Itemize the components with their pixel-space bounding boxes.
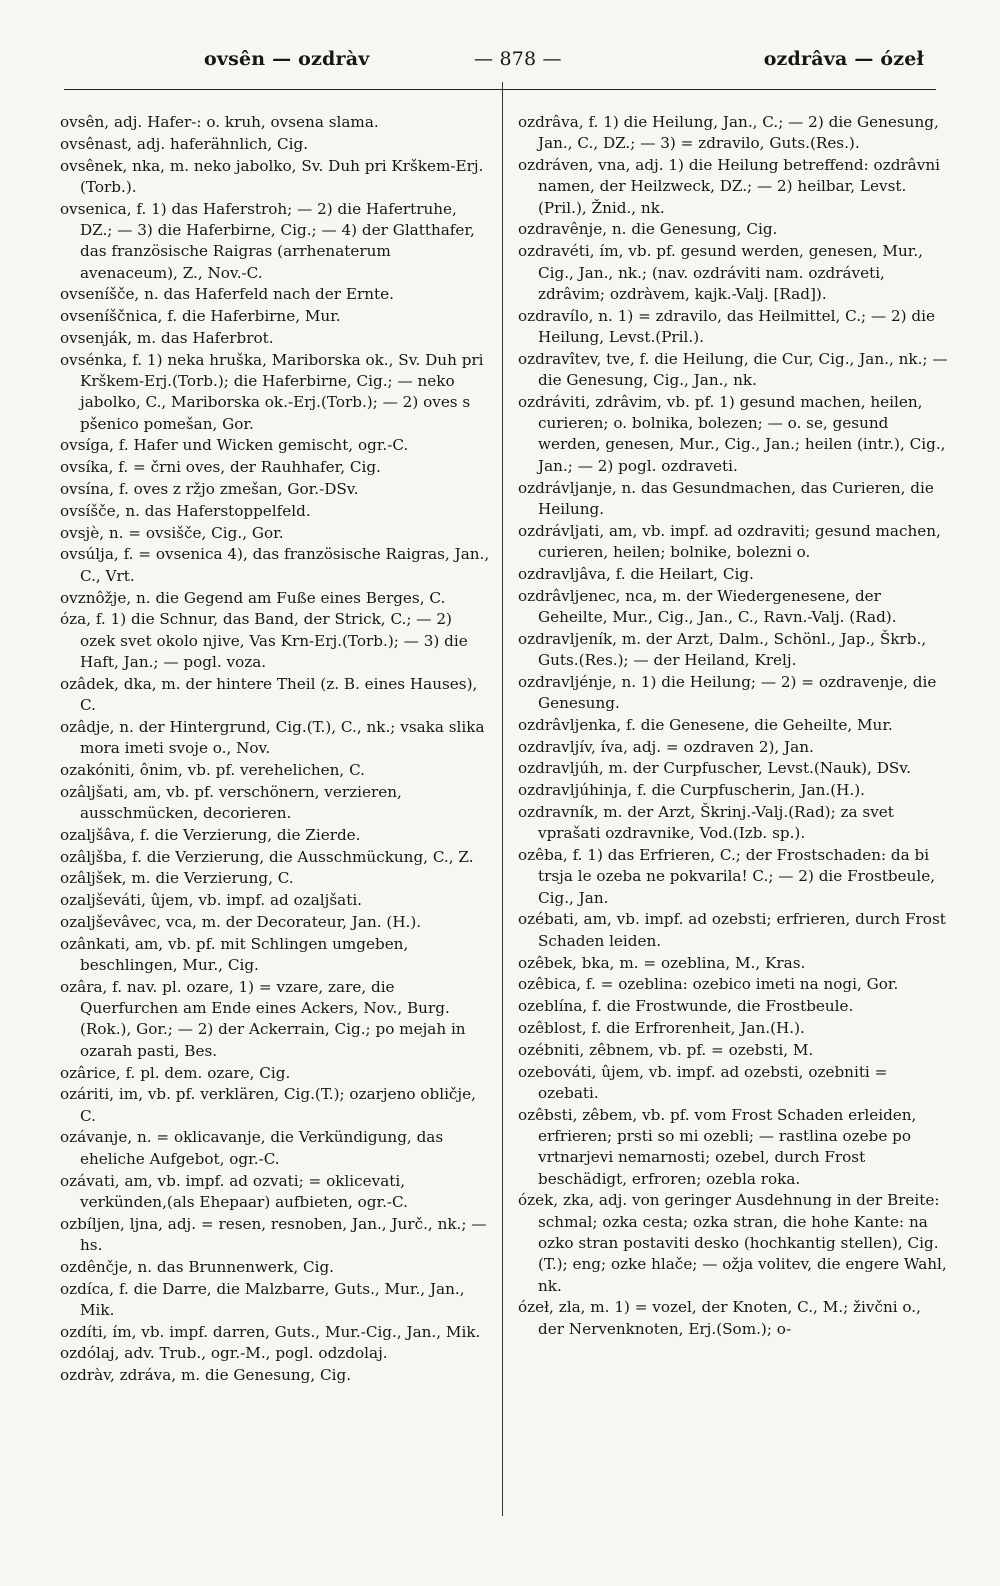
- entry-text: ovsénka, f. 1) neka hruška, Mariborska ok., Sv. Duh pri Krškem-Erj.(Torb.); die Haferbirne, Cig.; — neko jabolko, C., Mariborska ok.-Erj.(Torb.); — 2) oves s pšenico pomešan, Gor.: [60, 350, 484, 433]
- dictionary-columns: [60, 112, 948, 1558]
- dictionary-entry: [518, 349, 948, 392]
- entry-text: ozébati, am, vb. impf. ad ozebsti; erfrieren, durch Frost Schaden leiden.: [518, 910, 946, 950]
- dictionary-entry: [60, 199, 490, 284]
- entry-text: ozdravljâva, f. die Heilart, Cig.: [518, 564, 754, 583]
- dictionary-entry: [60, 868, 490, 889]
- dictionary-entry: [518, 737, 948, 758]
- entry-text: ozêba, f. 1) das Erfrieren, C.; der Frostschaden: da bi trsja le ozeba ne pokvarila! C.; — 2) die Frostbeule, Cig., Jan.: [518, 846, 936, 907]
- entry-text: ozaljšâva, f. die Verzierung, die Zierde.: [60, 825, 361, 844]
- entry-text: ozêblost, f. die Erfrorenheit, Jan.(H.).: [518, 1018, 805, 1037]
- dictionary-entry: [60, 977, 490, 1062]
- entry-text: ovsúlja, f. = ovsenica 4), das französische Raigras, Jan., C., Vrt.: [60, 545, 490, 585]
- entry-text: ovsênek, nka, m. neko jabolko, Sv. Duh pri Krškem-Erj.(Torb.).: [60, 156, 484, 196]
- dictionary-entry: [60, 1343, 490, 1364]
- entry-text: ozdravljúhinja, f. die Curpfuscherin, Jan.(H.).: [518, 781, 865, 800]
- dictionary-entry: [518, 1018, 948, 1039]
- page-number: — 878 —: [474, 48, 562, 70]
- dictionary-entry: [60, 501, 490, 522]
- dictionary-entry: [60, 479, 490, 500]
- dictionary-entry: [60, 782, 490, 825]
- dictionary-entry: [60, 1322, 490, 1343]
- entry-text: ozdrâva, f. 1) die Heilung, Jan., C.; — 2) die Genesung, Jan., C., DZ.; — 3) = zdravilo, Guts.(Res.).: [518, 113, 939, 153]
- dictionary-entry: [518, 1062, 948, 1105]
- entry-text: ozeblína, f. die Frostwunde, die Frostbeule.: [518, 997, 854, 1016]
- dictionary-entry: [518, 478, 948, 521]
- entry-text: ozârice, f. pl. dem. ozare, Cig.: [60, 1063, 291, 1082]
- dictionary-entry: [60, 328, 490, 349]
- entry-text: ozáriti, im, vb. pf. verklären, Cig.(T.); ozarjeno obličje, C.: [60, 1085, 476, 1125]
- entry-text: ozdràv, zdráva, m. die Genesung, Cig.: [60, 1366, 352, 1385]
- entry-text: ozdrâvljenka, f. die Genesene, die Geheilte, Mur.: [518, 715, 893, 734]
- entry-text: ozébniti, zêbnem, vb. pf. = ozebsti, M.: [518, 1040, 814, 1059]
- entry-text: ozaljševâvec, vca, m. der Decorateur, Jan. (H.).: [60, 912, 422, 931]
- dictionary-entry: [518, 953, 948, 974]
- entry-text: ozâdek, dka, m. der hintere Theil (z. B. eines Hauses), C.: [60, 674, 478, 715]
- dictionary-entry: [60, 588, 490, 609]
- dictionary-entry: [518, 564, 948, 585]
- entry-text: ozêbek, bka, m. = ozeblina, M., Kras.: [518, 953, 806, 972]
- entry-text: ozdólaj, adv. Trub., ogr.-M., pogl. odzdolaj.: [60, 1344, 388, 1363]
- dictionary-entry: [518, 241, 948, 305]
- entry-text: ozêbica, f. = ozeblina: ozebico imeti na nogi, Gor.: [518, 975, 899, 994]
- entry-text: ózeł, zla, m. 1) = vozel, der Knoten, C., M.; živčni o., der Nervenknoten, Erj.(Som.); o-: [518, 1298, 921, 1338]
- entry-text: ozdíti, ím, vb. impf. darren, Guts., Mur.-Cig., Jan., Mik.: [60, 1322, 481, 1341]
- entry-text: ozêbsti, zêbem, vb. pf. vom Frost Schaden erleiden, erfrieren; prsti so mi ozebli; — rastlina ozebe po vrtnarjevi nemarnosti; ozebel, durch Frost beschädigt, erfroren; ozebla roka.: [518, 1105, 917, 1188]
- entry-text: ozdravîtev, tve, f. die Heilung, die Cur, Cig., Jan., nk.; — die Genesung, Cig., Jan., nk.: [518, 349, 948, 390]
- entry-text: ozdíca, f. die Darre, die Malzbarre, Guts., Mur., Jan., Mik.: [60, 1279, 465, 1319]
- header-rule: [64, 89, 936, 90]
- entry-text: ozdravílo, n. 1) = zdravilo, das Heilmittel, C.; — 2) die Heilung, Levst.(Pril.).: [518, 306, 935, 346]
- entry-text: ozakóniti, ônim, vb. pf. verehelichen, C.: [60, 760, 365, 779]
- entry-text: ózek, zka, adj. von geringer Ausdehnung in der Breite: schmal; ozka cesta; ozka stran, die hohe Kante: na ozko stran postaviti desko (hochkantig stellen), Cig.(T.); eng; ozke hlače; — ožja volitev, die engere Wahl, nk.: [518, 1191, 947, 1295]
- dictionary-entry: [60, 1084, 490, 1127]
- dictionary-entry: [60, 284, 490, 305]
- entry-text: ozdrávljanje, n. das Gesundmachen, das Curieren, die Heilung.: [518, 478, 934, 518]
- dictionary-entry: [518, 909, 948, 952]
- dictionary-entry: [60, 1279, 490, 1322]
- dictionary-entry: [60, 825, 490, 846]
- dictionary-entry: [518, 715, 948, 736]
- entry-text: ozâljšek, m. die Verzierung, C.: [60, 869, 294, 888]
- dictionary-entry: [60, 457, 490, 478]
- dictionary-entry: [518, 672, 948, 715]
- entry-text: ovsíga, f. Hafer und Wicken gemischt, ogr.-C.: [60, 436, 409, 455]
- entry-text: ozâdje, n. der Hintergrund, Cig.(T.), C., nk.; vsaka slika mora imeti svoje o., Nov.: [60, 717, 485, 758]
- dictionary-entry: [60, 760, 490, 781]
- dictionary-entry: [518, 306, 948, 349]
- dictionary-entry: [60, 1127, 490, 1170]
- dictionary-entry: [60, 674, 490, 717]
- entry-text: ozdravljénje, n. 1) die Heilung; — 2) = ozdravenje, die Genesung.: [518, 672, 937, 713]
- dictionary-entry: [60, 350, 490, 435]
- entry-text: ozdravéti, ím, vb. pf. gesund werden, genesen, Mur., Cig., Jan., nk.; (nav. ozdráviti nam. ozdráveti, zdrâvim; ozdràvem, kajk.-Valj. [Rad]).: [518, 242, 923, 303]
- left-column: [60, 112, 490, 1558]
- entry-text: ovsênast, adj. haferähnlich, Cig.: [60, 134, 309, 153]
- entry-text: ozdravník, m. der Arzt, Škrinj.-Valj.(Rad); za svet vprašati ozdravnike, Vod.(Izb. sp.).: [518, 803, 894, 843]
- dictionary-entry: [518, 112, 948, 155]
- dictionary-entry: [518, 780, 948, 801]
- entry-text: ovsenják, m. das Haferbrot.: [60, 328, 274, 347]
- dictionary-entry: [518, 1105, 948, 1190]
- entry-text: óza, f. 1) die Schnur, das Band, der Strick, C.; — 2) ozek svet okolo njive, Vas Krn-Erj.(Torb.); — 3) die Haft, Jan.; — pogl. voza.: [60, 610, 468, 671]
- entry-text: ovsenica, f. 1) das Haferstroh; — 2) die Hafertruhe, DZ.; — 3) die Haferbirne, Cig.; — 4) der Glatthafer, das französische Raigras (arrhenaterum avenaceum), Z., Nov.-C.: [60, 199, 475, 282]
- dictionary-entry: [60, 1063, 490, 1084]
- dictionary-entry: [518, 155, 948, 219]
- entry-text: ozâljšba, f. die Verzierung, die Ausschmückung, C., Z.: [60, 847, 474, 866]
- entry-text: ozâljšati, am, vb. pf. verschönern, verzieren, ausschmücken, decorieren.: [60, 782, 402, 822]
- entry-text: ozaljševáti, ûjem, vb. impf. ad ozaljšati.: [60, 891, 363, 910]
- dictionary-entry: [60, 1214, 490, 1257]
- entry-text: ozânkati, am, vb. pf. mit Schlingen umgeben, beschlingen, Mur., Cig.: [60, 934, 409, 975]
- dictionary-entry: [60, 890, 490, 911]
- entry-text: ozdravljív, íva, adj. = ozdraven 2), Jan.: [518, 737, 814, 756]
- dictionary-entry: [60, 1365, 490, 1386]
- dictionary-entry: [60, 112, 490, 133]
- right-column: [518, 112, 948, 1558]
- dictionary-entry: [60, 847, 490, 868]
- entry-text: ovsjè, n. = ovsišče, Cig., Gor.: [60, 523, 284, 542]
- dictionary-entry: [518, 392, 948, 477]
- entry-text: ovseníščnica, f. die Haferbirne, Mur.: [60, 307, 341, 326]
- dictionary-entry: [518, 802, 948, 845]
- entry-text: ovsína, f. oves z ržjo zmešan, Gor.-DSv.: [60, 480, 359, 499]
- entry-text: ozávati, am, vb. impf. ad ozvati; = oklicevati, verkünden,(als Ehepaar) aufbieten, ogr.-C.: [60, 1171, 408, 1211]
- running-head-left: ovsên — ozdràv: [204, 48, 370, 70]
- page-header: [64, 48, 936, 78]
- dictionary-entry: [60, 1257, 490, 1278]
- entry-text: ozdráven, vna, adj. 1) die Heilung betreffend: ozdrâvni namen, der Heilzweck, DZ.; — 2) heilbar, Levst.(Pril.), Žnid., nk.: [518, 156, 940, 217]
- dictionary-entry: [60, 717, 490, 760]
- dictionary-entry: [60, 156, 490, 199]
- dictionary-entry: [60, 1171, 490, 1214]
- dictionary-entry: [60, 306, 490, 327]
- entry-text: ozdravênje, n. die Genesung, Cig.: [518, 220, 778, 239]
- dictionary-entry: [518, 758, 948, 779]
- dictionary-entry: [518, 586, 948, 629]
- dictionary-entry: [60, 134, 490, 155]
- entry-text: ozbíljen, ljna, adj. = resen, resnoben, Jan., Jurč., nk.; — hs.: [60, 1214, 487, 1254]
- dictionary-entry: [518, 845, 948, 909]
- entry-text: ozdênčje, n. das Brunnenwerk, Cig.: [60, 1257, 334, 1276]
- running-head-right: ozdrâva — ózeł: [763, 48, 924, 70]
- dictionary-entry: [518, 629, 948, 672]
- entry-text: ozdráviti, zdrâvim, vb. pf. 1) gesund machen, heilen, curieren; o. bolnika, bolezen; — o. se, gesund werden, genesen, Mur., Cig., Jan.; heilen (intr.), Cig., Jan.; — 2) pogl. ozdraveti.: [518, 392, 946, 475]
- entry-text: ozâra, f. nav. pl. ozare, 1) = vzare, zare, die Querfurchen am Ende eines Ackers, Nov., Burg.(Rok.), Gor.; — 2) der Ackerrain, Cig.; po mejah in ozarah pasti, Bes.: [60, 977, 466, 1060]
- entry-text: ovsíka, f. = črni oves, der Rauhhafer, Cig.: [60, 458, 381, 477]
- entry-text: ovseníšče, n. das Haferfeld nach der Ernte.: [60, 285, 394, 304]
- entry-text: ovsên, adj. Hafer-: o. kruh, ovsena slama.: [60, 113, 379, 131]
- dictionary-entry: [60, 609, 490, 673]
- entry-text: ozdrâvljenec, nca, m. der Wiedergenesene, der Geheilte, Mur., Cig., Jan., C., Ravn.-Valj. (Rad).: [518, 586, 897, 626]
- dictionary-entry: [60, 435, 490, 456]
- entry-text: ozdrávljati, am, vb. impf. ad ozdraviti; gesund machen, curieren, heilen; bolnike, bolezni o.: [518, 521, 941, 561]
- entry-text: ozebováti, ûjem, vb. impf. ad ozebsti, ozebniti = ozebati.: [518, 1062, 888, 1102]
- entry-text: ozdravljeník, m. der Arzt, Dalm., Schönl., Jap., Škrb., Guts.(Res.); — der Heiland, Krelj.: [518, 629, 927, 669]
- dictionary-entry: [518, 974, 948, 995]
- entry-text: ozdravljúh, m. der Curpfuscher, Levst.(Nauk), DSv.: [518, 759, 911, 778]
- dictionary-entry: [518, 1190, 948, 1296]
- dictionary-entry: [518, 521, 948, 564]
- dictionary-entry: [60, 912, 490, 933]
- dictionary-entry: [518, 996, 948, 1017]
- entry-text: ozávanje, n. = oklicavanje, die Verkündigung, das eheliche Aufgebot, ogr.-C.: [60, 1128, 444, 1168]
- entry-text: ovznôžje, n. die Gegend am Fuße eines Berges, C.: [60, 588, 446, 607]
- dictionary-entry: [518, 1040, 948, 1061]
- dictionary-entry: [60, 934, 490, 977]
- entry-text: ovsíšče, n. das Haferstoppelfeld.: [60, 501, 311, 520]
- dictionary-entry: [60, 523, 490, 544]
- dictionary-entry: [518, 1297, 948, 1340]
- dictionary-entry: [60, 544, 490, 587]
- dictionary-entry: [518, 219, 948, 240]
